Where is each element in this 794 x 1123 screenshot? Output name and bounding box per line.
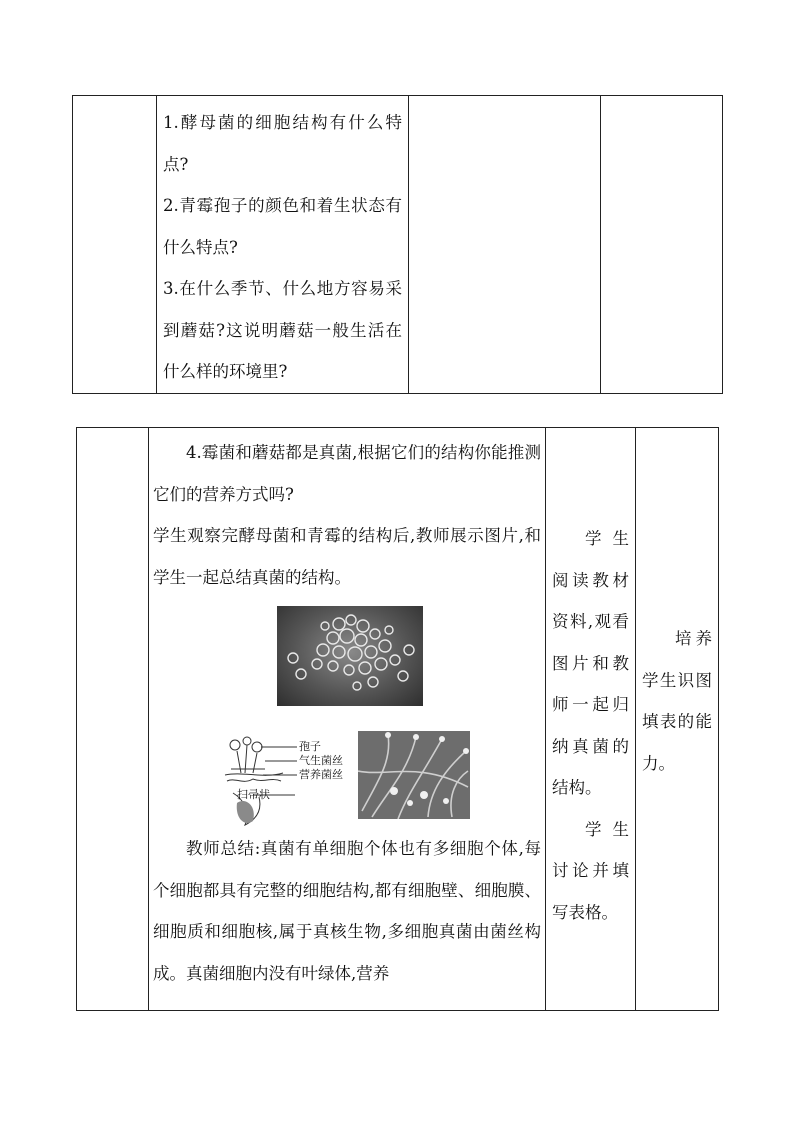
questions-cell (157, 96, 409, 394)
empty-cell (77, 428, 149, 1011)
empty-cell (601, 96, 723, 394)
fungi-figure (153, 598, 541, 828)
student-activity-1: 学生阅读教材资料,观看图片和教师一起归纳真菌的结构。 (552, 529, 629, 797)
question-3: 3.在什么季节、什么地方容易采到蘑菇?这说明蘑菇一般生活在什么样的环境里? (163, 279, 402, 381)
penicillium-micrograph (358, 731, 470, 819)
empty-cell (409, 96, 601, 394)
design-intent-cell (636, 428, 719, 1011)
label-spore: 孢子 (299, 740, 321, 753)
lesson-table-bottom (76, 427, 719, 1011)
intro-text: 学生观察完酵母菌和青霉的结构后,教师展示图片,和学生一起总结真菌的结构。 (153, 526, 541, 587)
empty-cell (73, 96, 157, 394)
question-2: 2.青霉孢子的颜色和着生状态有什么特点? (163, 196, 402, 257)
teacher-activity-cell (149, 428, 546, 1011)
penicillium-diagram (223, 733, 363, 833)
yeast-micrograph (277, 606, 423, 706)
teacher-summary: 教师总结:真菌有单细胞个体也有多细胞个体,每个细胞都具有完整的细胞结构,都有细胞壁、细胞膜、细胞质和细胞核,属于真核生物,多细胞真菌由菌丝构成。真菌细胞内没有叶绿体,营养 (153, 839, 541, 983)
label-nutrient-hyphae: 营养菌丝 (299, 768, 343, 781)
student-activity-cell (546, 428, 636, 1011)
lesson-table-top (72, 95, 723, 394)
label-aerial-hyphae: 气生菌丝 (299, 754, 343, 767)
label-broom: 扫帚状 (237, 788, 270, 801)
design-intent: 培养学生识图填表的能力。 (642, 629, 712, 773)
student-activity-2: 学生讨论并填写表格。 (552, 819, 629, 922)
question-4: 4.霉菌和蘑菇都是真菌,根据它们的结构你能推测它们的营养方式吗? (153, 443, 541, 504)
question-1: 1.酵母菌的细胞结构有什么特点? (163, 113, 402, 174)
